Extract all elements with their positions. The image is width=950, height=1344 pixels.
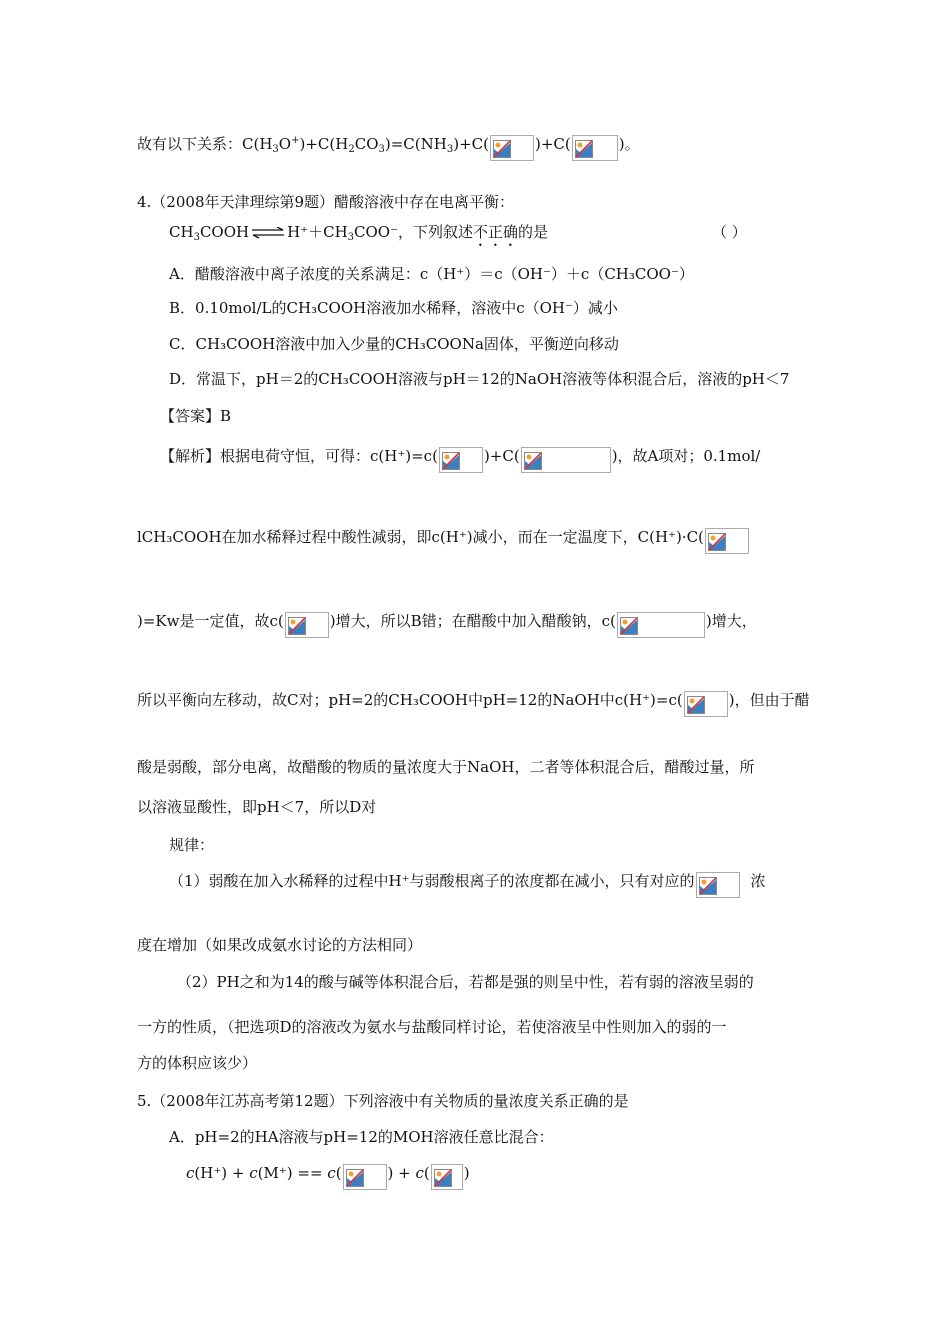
question-4-stem: $CH_3COOH$ $H^++CH_3COO^-$，下列叙述不正确的是 [169,223,549,243]
broken-image-icon [285,612,329,638]
broken-image-icon [696,872,740,898]
option-b: B．0.10mol/L的CH₃COOH溶液加水稀释，溶液中c（OH⁻）减小 [169,299,618,317]
option-d: D．常温下，pH＝2的CH₃COOH溶液与pH＝12的NaOH溶液等体积混合后，溶液的pH＜7 [169,370,790,388]
broken-image-icon [439,447,483,473]
broken-image-icon [617,612,705,638]
explanation-line-2: lCH₃COOH在加水稀释过程中酸性减弱，即c(H⁺)减小，而在一定温度下，C(H⁺)·C( [137,527,750,554]
option-c: C．CH₃COOH溶液中加入少量的CH₃COONa固体，平衡逆向移动 [169,335,619,353]
q5-equation: c(H⁺) + c(M⁺) == c( ) + c( ) [186,1163,470,1190]
rule-1-line-1: （1）弱酸在加入水稀释的过程中H⁺与弱酸根离子的浓度都在减小，只有对应的 浓 [169,871,766,898]
answer-blank: （ ） [712,223,747,241]
broken-image-icon [343,1164,387,1190]
explanation-line-3: )=Kw是一定值，故c( )增大，所以B错；在醋酸中加入醋酸钠，c( )增大， [137,611,757,638]
broken-image-icon [431,1164,463,1190]
q5-option-a: A．pH=2的HA溶液与pH=12的MOH溶液任意比混合： [169,1128,554,1146]
question-4-title: 4.（2008年天津理综第9题）醋酸溶液中存在电离平衡： [137,193,515,211]
rule-1-line-2: 度在增加（如果改成氨水讨论的方法相同） [137,936,423,954]
broken-image-icon [684,691,728,717]
relation-line: 故有以下关系：$C(H_3O^+)+C(H_2CO_3)=C(NH_3)+C$( )+C( )。 [137,131,640,161]
explanation-line-1: 【解析】根据电荷守恒，可得：c(H⁺)=c( )+C( )，故A项对；0.1mol/ [160,446,760,473]
broken-image-icon [521,447,611,473]
rule-2-line-2: 一方的性质，（把选项D的溶液改为氨水与盐酸同样讨论，若使溶液呈中性则加入的弱的一 [137,1018,727,1036]
option-a: A．醋酸溶液中离子浓度的关系满足：c（H⁺）＝c（OH⁻）＋c（CH₃COO⁻） [169,265,694,283]
rule-label: 规律： [169,836,215,854]
question-5-title: 5.（2008年江苏高考第12题）下列溶液中有关物质的量浓度关系正确的是 [137,1092,629,1110]
explanation-line-5: 酸是弱酸，部分电离，故醋酸的物质的量浓度大于NaOH，二者等体积混合后，醋酸过量，所 [137,758,755,776]
rule-2-line-1: （2）PH之和为14的酸与碱等体积混合后，若都是强的则呈中性，若有弱的溶液呈弱的 [177,973,754,991]
broken-image-icon [490,135,534,161]
rule-2-line-3: 方的体积应该少） [137,1054,258,1072]
explanation-line-4: 所以平衡向左移动，故C对；pH=2的CH₃COOH中pH=12的NaOH中c(H⁺)=c( )，但由于醋 [137,690,810,717]
answer-label: 【答案】B [160,407,232,425]
broken-image-icon [705,528,749,554]
broken-image-icon [572,135,618,161]
equilibrium-arrow-icon [251,227,285,239]
explanation-line-6: 以溶液显酸性，即pH＜7，所以D对 [137,798,377,816]
